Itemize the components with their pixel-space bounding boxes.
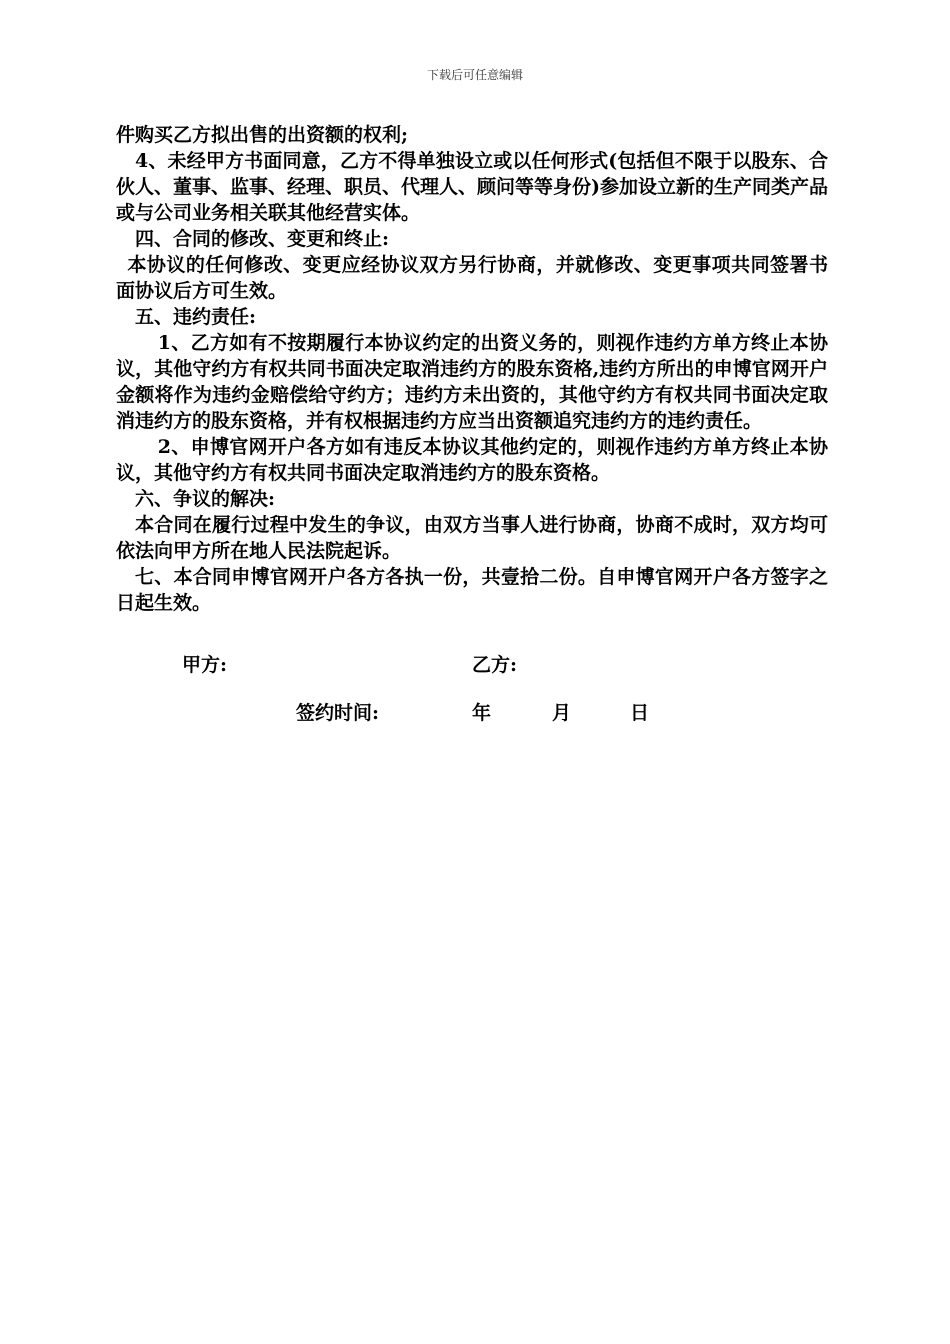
sign-date-day: 日 [630,702,650,724]
sign-date-month: 月 [552,702,572,724]
section-6-body: 本合同在履行过程中发生的争议，由双方当事人进行协商，协商不成时，双方均可依法向甲方所在地人民法院起诉。 [116,514,828,562]
header-note: 下载后可任意编辑 [426,68,523,82]
party-b-label: 乙方: [472,654,518,676]
clause-5-2: 2、申博官网开户各方如有违反本协议其他约定的，则视作违约方单方终止本协议，其他守约方有权共同书面决定取消违约方的股东资格。 [116,436,828,484]
sign-date-year: 年 [472,702,492,724]
document-body [116,122,828,616]
section-heading-5: 五、违约责任: [135,306,257,328]
party-a-label: 甲方: [182,654,228,676]
clause-4: 4、未经甲方书面同意，乙方不得单独设立或以任何形式(包括但不限于以股东、合伙人、董事、监事、经理、职员、代理人、顾问等等身份)参加设立新的生产同类产品或与公司业务相关联其他经营实体。 [116,150,828,224]
section-heading-4: 四、合同的修改、变更和终止: [135,228,390,250]
section-heading-6: 六、争议的解决: [135,488,276,510]
section-4-body: 本协议的任何修改、变更应经协议双方另行协商，并就修改、变更事项共同签署书面协议后方可生效。 [116,254,828,302]
section-7-body: 七、本合同申博官网开户各方各执一份，共壹拾二份。自申博官网开户各方签字之日起生效。 [116,566,828,614]
clause-5-1: 1、乙方如有不按期履行本协议约定的出资义务的，则视作违约方单方终止本协议，其他守约方有权共同书面决定取消违约方的股东资格,违约方所出的申博官网开户金额将作为违约金赔偿给守约方；违约方未出资的，其他守约方有权共同书面决定取消违约方的股东资格，并有权根据违约方应当出资额追究违约方的违约责任。 [116,332,828,432]
sign-date-label: 签约时间: [296,702,380,724]
paragraph-continuation: 件购买乙方拟出售的出资额的权利; [116,124,409,146]
